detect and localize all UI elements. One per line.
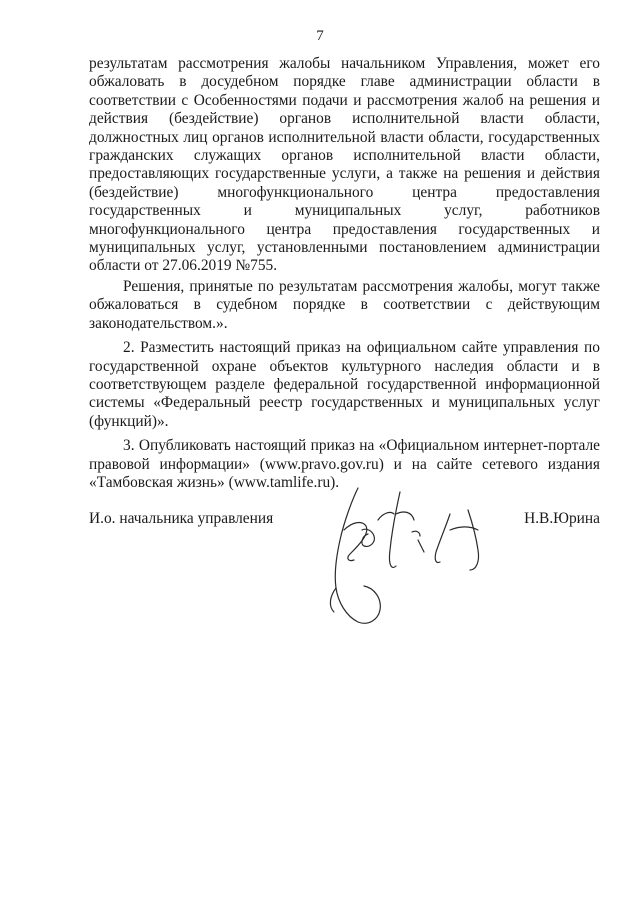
paragraph-item-3: 3. Опубликовать настоящий приказ на «Официальном интернет-портале правовой информации» (www.pravo.gov.ru) и на сайте сетевого издания «Тамбовская жизнь» (www.tamlife.ru).	[89, 437, 600, 491]
page-number: 7	[316, 28, 324, 44]
document-body	[89, 55, 600, 492]
paragraph-item-2: 2. Разместить настоящий приказ на официальном сайте управления по государственной охране объектов культурного наследия области и в соответствующем разделе федеральной государственной информационной системы «Федеральный реестр государственных и муниципальных услуг (функций)».	[89, 339, 600, 430]
signatory-name: Н.В.Юрина	[524, 510, 600, 527]
handwritten-signature	[300, 470, 510, 630]
paragraph-continued: результатам рассмотрения жалобы начальником Управления, может его обжаловать в досудебном порядке главе администрации области в соответствии с Особенностями подачи и рассмотрения жалоб на решения и действия (бездействие) органов исполнительной власти области, должностных лиц органов исполнительной власти области, государственных гражданских служащих органов исполнительной власти области, предоставляющих государственные услуги, а также на решения и действия (бездействие) многофункционального центра предоставления государственных и муниципальных услуг, работников многофункционального центра предоставления государственных и муниципальных услуг, установленными постановлением администрации области от 27.06.2019 №755.	[89, 55, 600, 275]
paragraph-appeal-court: Решения, принятые по результатам рассмотрения жалобы, могут также обжаловаться в судебном порядке в соответствии с действующим законодательством.».	[89, 277, 600, 332]
signature-block	[89, 510, 600, 532]
signatory-position: И.о. начальника управления	[89, 510, 274, 527]
